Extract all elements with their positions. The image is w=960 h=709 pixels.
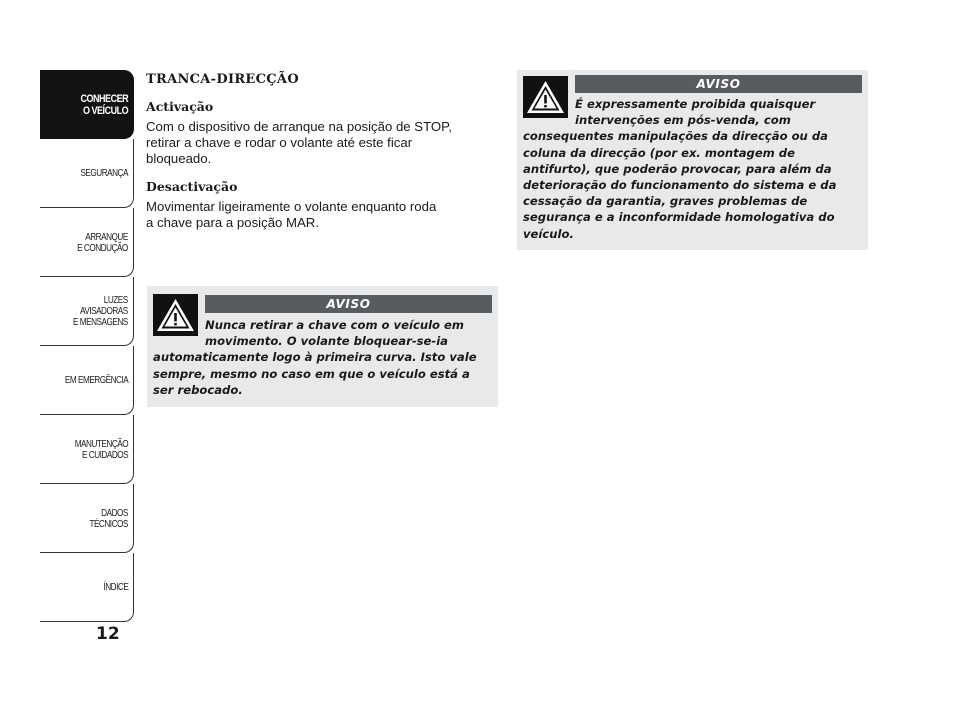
chapter-tabs (40, 70, 134, 622)
tab-seguranca[interactable] (40, 139, 134, 208)
tab-label: DADOS TÉCNICOS (89, 507, 128, 530)
tab-label: LUZES AVISADORAS E MENSAGENS (73, 295, 128, 328)
section-heading-activation: Activação (146, 99, 214, 114)
warning-box-key-removal (147, 286, 498, 407)
tab-label: SEGURANÇA (80, 168, 128, 179)
warning-header: AVISO (205, 295, 492, 313)
tab-label: CONHECER O VEÍCULO (80, 92, 128, 117)
tab-label: EM EMERGÊNCIA (64, 375, 128, 386)
warning-box-steering-tampering (517, 70, 868, 250)
tab-label: MANUTENÇÃO E CUIDADOS (74, 438, 128, 461)
steering-lock-section (146, 72, 496, 231)
tab-label: ÍNDICE (103, 582, 128, 593)
warning-header: AVISO (575, 75, 862, 93)
warning-text: É expressamente proibida quaisquer intervenções em pós-venda, com consequentes manipulações da direcção ou da coluna da direcção (por ex. montagem de antifurto), que poderão provocar, para além da deterioração do funcionamento do sistema e da cessação da garantia, graves problemas de segurança e a inconformidade homologativa do veículo. (523, 97, 837, 241)
page-title: TRANCA-DIRECÇÃO (146, 72, 299, 87)
section-text-deactivation: Movimentar ligeiramente o volante enquanto roda a chave para a posição MAR. (146, 199, 437, 230)
page-number: 12 (96, 624, 120, 644)
warning-text-container (153, 317, 492, 398)
tab-dados-tecnicos[interactable] (40, 484, 134, 553)
tab-conhecer-o-veiculo[interactable] (40, 70, 134, 139)
warning-text: Nunca retirar a chave com o veículo em movimento. O volante bloquear-se-ia automaticamente logo à primeira curva. Isto vale sempre, mesmo no caso em que o veículo está a ser rebocado. (153, 318, 477, 397)
tab-luzes-avisadoras[interactable] (40, 277, 134, 346)
tab-arranque-e-conducao[interactable] (40, 208, 134, 277)
section-heading-deactivation: Desactivação (146, 179, 238, 194)
warning-text-container (523, 96, 862, 242)
tab-indice[interactable] (40, 553, 134, 622)
tab-label: ARRANQUE E CONDUÇÃO (77, 231, 128, 254)
section-text-activation: Com o dispositivo de arranque na posição de STOP, retirar a chave e rodar o volante até este ficar bloqueado. (146, 119, 452, 166)
tab-em-emergencia[interactable] (40, 346, 134, 415)
tab-manutencao-e-cuidados[interactable] (40, 415, 134, 484)
